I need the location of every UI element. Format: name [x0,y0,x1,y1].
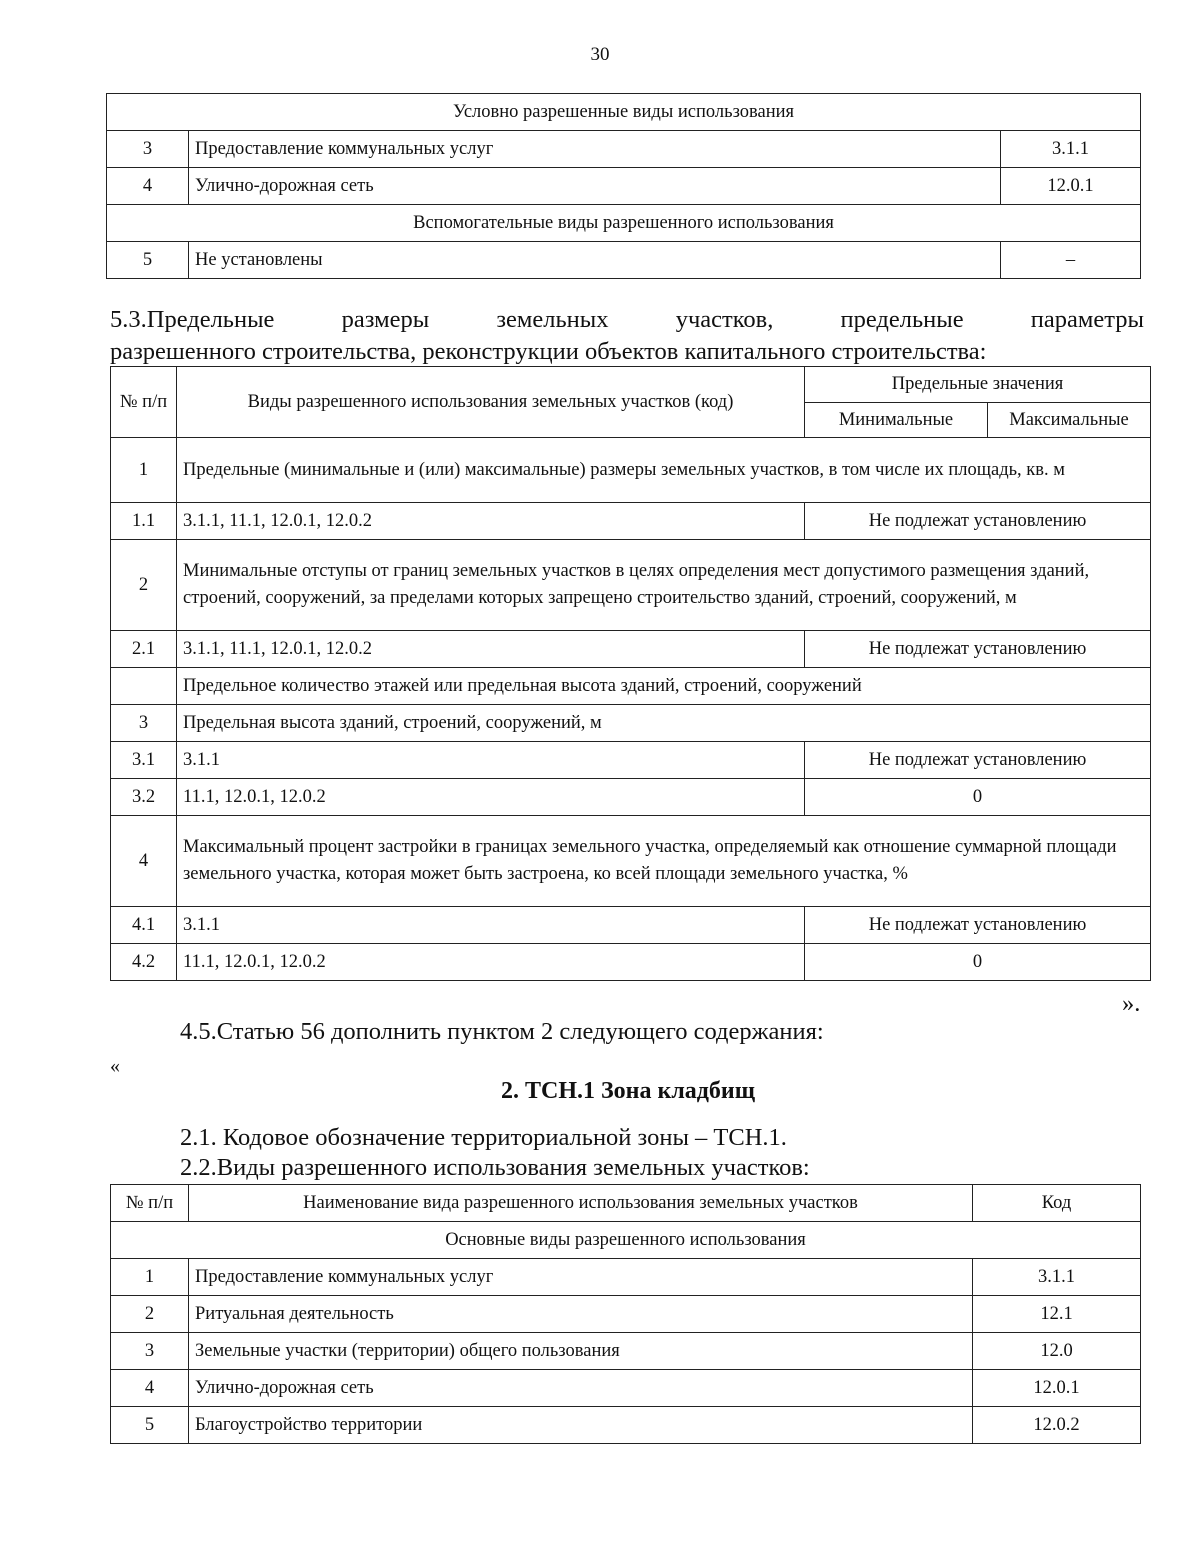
table-row [111,668,1151,705]
header-code: Код [973,1185,1141,1222]
row-value: Не подлежат установлению [805,631,1151,668]
use-code: 3.1.1 [973,1259,1141,1296]
row-value: Не подлежат установлению [805,907,1151,944]
use-name: Улично-дорожная сеть [189,1370,973,1407]
table-row [111,907,1151,944]
section-header: Условно разрешенные виды использования [107,94,1141,131]
row-text: Предельное количество этажей или предельная высота зданий, строений, сооружений [177,668,1151,705]
table-row [107,242,1141,279]
row-number: 3 [107,131,189,168]
row-number: 2 [111,1296,189,1333]
use-code: – [1001,242,1141,279]
use-code: 3.1.1 [1001,131,1141,168]
table-main-uses [110,1184,1141,1444]
use-code: 12.0.2 [973,1407,1141,1444]
row-number: 3.1 [111,742,177,779]
table-row [111,1333,1141,1370]
row-value: 0 [805,944,1151,981]
row-number: 3 [111,705,177,742]
table-row [111,438,1151,503]
table-row [111,1370,1141,1407]
table-row [111,705,1151,742]
use-name: Земельные участки (территории) общего пользования [189,1333,973,1370]
row-codes: 3.1.1 [177,907,805,944]
paragraph-5-3-line1: 5.3.Предельные размеры земельных участков, предельные параметры [110,306,1144,333]
use-name: Предоставление коммунальных услуг [189,131,1001,168]
page-number: 30 [590,44,610,65]
row-text: Максимальный процент застройки в границах земельного участка, определяемый как отношение суммарной площади земельного участка, которая может быть застроена, ко всей площади земельного участка, % [177,816,1151,907]
use-name: Благоустройство территории [189,1407,973,1444]
table-row [111,944,1151,981]
header-min: Минимальные [805,402,988,438]
paragraph-4-5: 4.5.Статью 56 дополнить пунктом 2 следующего содержания: [180,1018,824,1045]
row-text: Минимальные отступы от границ земельных участков в целях определения мест допустимого размещения зданий, строений, сооружений, за пределами которых запрещено строительство зданий, строений, сооружений, м [177,540,1151,631]
table-row [107,131,1141,168]
table-header-row [111,367,1151,403]
header-limits: Предельные значения [805,367,1151,403]
header-kind: Виды разрешенного использования земельных участков (код) [177,367,805,438]
row-number: 3 [111,1333,189,1370]
paragraph-2-2: 2.2.Виды разрешенного использования земельных участков: [180,1154,810,1181]
table-row [107,168,1141,205]
header-number: № п/п [111,1185,189,1222]
row-value: Не подлежат установлению [805,503,1151,540]
use-name: Не установлены [189,242,1001,279]
row-codes: 11.1, 12.0.1, 12.0.2 [177,779,805,816]
closing-quote: ». [1122,990,1141,1017]
header-max: Максимальные [988,402,1151,438]
row-codes: 3.1.1, 11.1, 12.0.1, 12.0.2 [177,631,805,668]
row-number: 4.2 [111,944,177,981]
row-text: Предельная высота зданий, строений, сооружений, м [177,705,1151,742]
table-limit-parameters [110,366,1151,981]
row-number: 1.1 [111,503,177,540]
row-number: 3.2 [111,779,177,816]
table-row [111,779,1151,816]
section-header: Вспомогательные виды разрешенного использования [107,205,1141,242]
row-number: 1 [111,438,177,503]
row-number: 2 [111,540,177,631]
table-row [107,205,1141,242]
row-number: 4.1 [111,907,177,944]
use-code: 12.0.1 [1001,168,1141,205]
row-number: 4 [111,816,177,907]
row-number: 2.1 [111,631,177,668]
table-row [111,503,1151,540]
table-conditional-uses [106,93,1141,279]
use-code: 12.0 [973,1333,1141,1370]
table-row [111,1259,1141,1296]
header-number: № п/п [111,367,177,438]
table-row [111,1222,1141,1259]
row-number: 5 [107,242,189,279]
row-codes: 11.1, 12.0.1, 12.0.2 [177,944,805,981]
section-header: Основные виды разрешенного использования [111,1222,1141,1259]
row-value: Не подлежат установлению [805,742,1151,779]
use-name: Ритуальная деятельность [189,1296,973,1333]
table-row [111,631,1151,668]
table-row [111,540,1151,631]
use-code: 12.1 [973,1296,1141,1333]
use-code: 12.0.1 [973,1370,1141,1407]
zone-heading: 2. ТСН.1 Зона кладбищ [500,1078,756,1104]
paragraph-2-1: 2.1. Кодовое обозначение территориальной зоны – ТСН.1. [180,1124,787,1151]
paragraph-5-3-line2: разрешенного строительства, реконструкции объектов капитального строительства: [110,338,987,365]
row-number: 4 [107,168,189,205]
row-text: Предельные (минимальные и (или) максимальные) размеры земельных участков, в том числе их площадь, кв. м [177,438,1151,503]
row-codes: 3.1.1, 11.1, 12.0.1, 12.0.2 [177,503,805,540]
use-name: Улично-дорожная сеть [189,168,1001,205]
header-name: Наименование вида разрешенного использования земельных участков [189,1185,973,1222]
use-name: Предоставление коммунальных услуг [189,1259,973,1296]
table-row [111,1407,1141,1444]
table-row [111,1296,1141,1333]
row-value: 0 [805,779,1151,816]
row-number: 5 [111,1407,189,1444]
table-row [107,94,1141,131]
row-number-empty [111,668,177,705]
table-header-row [111,1185,1141,1222]
table-row [111,742,1151,779]
row-number: 1 [111,1259,189,1296]
opening-quote: « [110,1055,120,1077]
row-number: 4 [111,1370,189,1407]
table-row [111,816,1151,907]
row-codes: 3.1.1 [177,742,805,779]
